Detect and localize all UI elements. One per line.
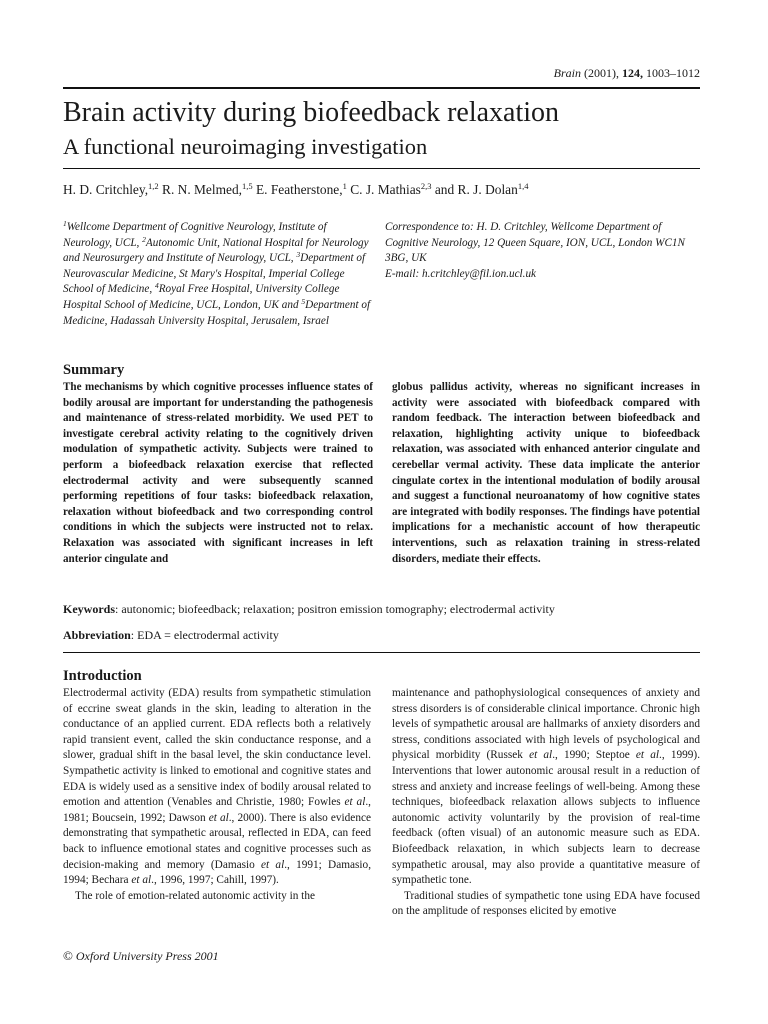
affiliation-marker: 3 — [296, 250, 301, 260]
copyright-text: Oxford University Press 2001 — [72, 949, 219, 963]
affiliation-text: Department of Medicine, Hadassah University Hospital, Jerusalem, Israel — [63, 298, 371, 327]
affiliation-text: Department of Neurovascular Medicine, St Mary's Hospital, Imperial College School of Medicine, — [63, 252, 366, 296]
text-run: ., 1981; Boucsein, 1992; Dawson — [63, 796, 372, 824]
text-run-italic: et al — [261, 858, 285, 871]
paragraph: Traditional studies of sympathetic tone using EDA have focused on the amplitude of responses elicited by emotive — [392, 889, 700, 918]
introduction-column-left — [63, 686, 371, 904]
article-title: Brain activity during biofeedback relaxation — [63, 97, 560, 128]
author-affiliation-marker: 1,2 — [148, 181, 159, 191]
journal-pages: 1003–1012 — [646, 66, 700, 80]
introduction-heading: Introduction — [63, 668, 142, 684]
affiliation-text: Autonomic Unit, National Hospital for Neurology and Neurosurgery and Institute of Neurology, UCL, — [63, 236, 369, 265]
correspondence-address: Correspondence to: H. D. Critchley, Wellcome Department of Cognitive Neurology, 12 Queen Square, ION, UCL, London WC1N 3BG, UK — [385, 221, 685, 265]
affiliation-marker: 5 — [301, 296, 306, 306]
affiliation-text: Royal Free Hospital, University College Hospital School of Medicine, UCL, London, UK and — [63, 283, 340, 311]
text-run: ., 1996, 1997; Cahill, 1997). — [151, 874, 279, 887]
author-list — [63, 181, 528, 199]
keywords-line — [63, 602, 555, 617]
text-run: maintenance and pathophysiological consequences of anxiety and stress disorders is of considerable clinical importance. Chronic high levels of sympathetic arousal are hallmarks of anxiety disorders and stress, conditions associated with high levels of psychological and physical morbidity (Russek — [392, 687, 700, 762]
summary-heading: Summary — [63, 362, 125, 378]
author-name: R. N. Melmed, — [158, 182, 242, 197]
text-run-italic: et al — [208, 811, 229, 824]
correspondence-email[interactable]: E-mail: h.critchley@fil.ion.ucl.uk — [385, 267, 537, 280]
text-run: ., 1990; Steptoe — [552, 749, 636, 762]
text-run-italic: et al — [635, 749, 660, 762]
abbreviation-text: : EDA = electrodermal activity — [130, 628, 279, 642]
introduction-column-right — [392, 686, 700, 920]
copyright-icon: © — [63, 948, 73, 963]
journal-citation — [554, 66, 700, 81]
correspondence-block — [385, 220, 700, 282]
abbreviation-label: Abbreviation — [63, 628, 131, 642]
affiliations-block — [63, 220, 375, 329]
top-divider — [63, 87, 700, 89]
abbreviation-line — [63, 628, 279, 643]
affiliation-marker: 2 — [142, 234, 146, 244]
author-name: and R. J. Dolan — [431, 182, 518, 197]
journal-volume: 124, — [622, 66, 643, 80]
keywords-label: Keywords — [63, 602, 115, 616]
text-run: ., 1991; Damasio, 1994; Bechara — [63, 858, 372, 887]
text-run-italic: et al — [344, 796, 366, 809]
section-divider — [63, 652, 700, 653]
copyright-notice — [63, 948, 219, 964]
paragraph — [392, 686, 700, 889]
text-run: Electrodermal activity (EDA) results from sympathetic stimulation of eccrine sweat glands in the skin, leading to alteration in the conductance of an applied current. EDA reflects both a relatively rapid transient event, called the skin conductance response, and a slower, gradual shift in the basal level, the skin conductance level. Sympathetic activity is linked to emotional and cognitive states and EDA is widely used as a sensitive index of bodily arousal related to emotion and attention (Venables and Christie, 1980; Fowles — [63, 687, 371, 809]
author-affiliation-marker: 1 — [342, 181, 347, 191]
author-name: H. D. Critchley, — [63, 182, 149, 197]
title-divider — [63, 168, 700, 169]
text-run-italic: et al — [131, 874, 152, 887]
keywords-text: : autonomic; biofeedback; relaxation; positron emission tomography; electrodermal activity — [115, 602, 555, 616]
affiliation-marker: 4 — [154, 281, 159, 291]
paragraph — [63, 686, 371, 889]
affiliation-text: Wellcome Department of Cognitive Neurology, Institute of Neurology, UCL, — [63, 221, 327, 249]
author-name: E. Featherstone, — [252, 182, 343, 197]
author-affiliation-marker: 2,3 — [420, 181, 432, 191]
text-run-italic: et al — [529, 749, 553, 762]
author-name: C. J. Mathias — [346, 182, 421, 197]
paragraph: The role of emotion-related autonomic activity in the — [75, 889, 315, 902]
author-affiliation-marker: 1,4 — [517, 181, 529, 191]
text-run: ., 1999). Interventions that lower autonomic arousal result in a reduction of stress and anxiety and increase feelings of well-being. Among these techniques, biofeedback relaxation allows subjects to influence autonomic activity voluntarily by the provision of real-time feedback (often visual) of an autonomic measure such as EDA. Biofeedback relaxation, in which subjects learn to decrease sympathetic arousal, may also provide a quantitative measure of sympathetic tone. — [392, 749, 701, 887]
affiliation-marker: 1 — [63, 219, 67, 228]
text-run: ., 2000). There is also evidence demonstrating that sympathetic arousal, reflected in EDA, can feed back to influence emotional states and cognitive processes such as decision-making and memory (Damasio — [63, 811, 371, 871]
journal-name: Brain — [553, 66, 581, 80]
journal-year: (2001), — [584, 66, 619, 80]
author-affiliation-marker: 1,5 — [241, 181, 253, 191]
summary-text-right: globus pallidus activity, whereas no significant increases in activity were associated with biofeedback compared with random feedback. The interaction between biofeedback and relaxation, highlighting activity unique to biofeedback relaxation, was associated with enhanced anterior cingulate and cerebellar vermal activity. These data implicate the anterior cingulate cortex in the intentional modulation of bodily arousal and suggest a functional neuroanatomy of how cognitive states are integrated with bodily responses. The findings have potential implications for a mechanistic account of how therapeutic interventions, such as relaxation training in stress-related disorders, mediate their effects. — [392, 381, 700, 565]
summary-text-left: The mechanisms by which cognitive processes influence states of bodily arousal are important for understanding the pathogenesis and maintenance of stress-related morbidity. We used PET to investigate cerebral activity relating to the cognitively driven modulation of sympathetic activity. Subjects were trained to perform a biofeedback relaxation exercise that reflected electrodermal activity and were subsequently scanned performing repetitions of four tasks: biofeedback relaxation, relaxation without biofeedback and two corresponding control conditions in which the subjects were instructed not to relax. Relaxation was associated with significant increases in left anterior cingulate and — [63, 381, 373, 565]
article-subtitle: A functional neuroimaging investigation — [63, 134, 428, 159]
